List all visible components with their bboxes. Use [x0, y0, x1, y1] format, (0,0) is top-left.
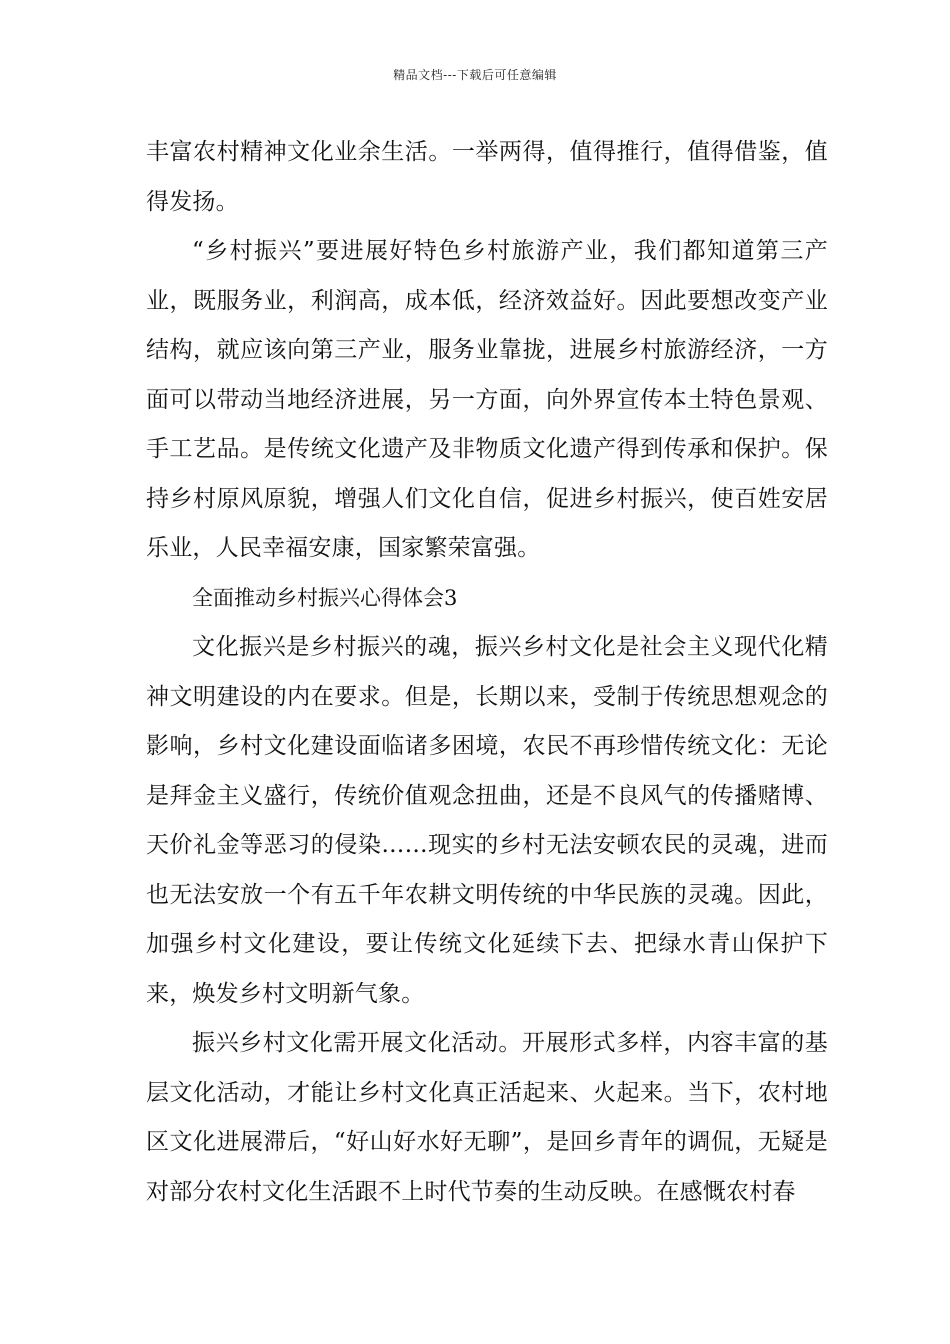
section-heading: 全面推动乡村振兴心得体会3 — [192, 585, 458, 610]
document-body — [146, 128, 828, 1217]
paragraph-cultural-revival: 文化振兴是乡村振兴的魂，振兴乡村文化是社会主义现代化精神文明建设的内在要求。但是，长期以来，受制于传统思想观念的影响，乡村文化建设面临诸多困境，农民不再珍惜传统文化：无论是拜金主义盛行，传统价值观念扭曲，还是不良风气的传播赌博、天价礼金等恶习的侵染……现实的乡村无法安顿农民的灵魂，进而也无法安放一个有五千年农耕文明传统的中华民族的灵魂。因此，加强乡村文化建设，要让传统文化延续下去、把绿水青山保护下来，焕发乡村文明新气象。 — [146, 634, 828, 1007]
page-header: 精品文档---下载后可任意编辑 — [393, 68, 557, 82]
paragraph-rural-tourism: “乡村振兴”要进展好特色乡村旅游产业，我们都知道第三产业，既服务业，利润高，成本低，经济效益好。因此要想改变产业结构，就应该向第三产业，服务业靠拢，进展乡村旅游经济，一方面可以带动当地经济进展，另一方面，向外界宣传本土特色景观、手工艺品。是传统文化遗产及非物质文化遗产得到传承和保护。保持乡村原风原貌，增强人们文化自信，促进乡村振兴，使百姓安居乐业，人民幸福安康，国家繁荣富强。 — [146, 238, 828, 561]
paragraph-continuation: 丰富农村精神文化业余生活。一举两得，值得推行，值得借鉴，值得发扬。 — [146, 139, 828, 215]
paragraph-cultural-activities: 振兴乡村文化需开展文化活动。开展形式多样，内容丰富的基层文化活动，才能让乡村文化真正活起来、火起来。当下，农村地区文化进展滞后，“好山好水好无聊”，是回乡青年的调侃，无疑是对部分农村文化生活跟不上时代节奏的生动反映。在感慨农村春 — [146, 1030, 828, 1205]
